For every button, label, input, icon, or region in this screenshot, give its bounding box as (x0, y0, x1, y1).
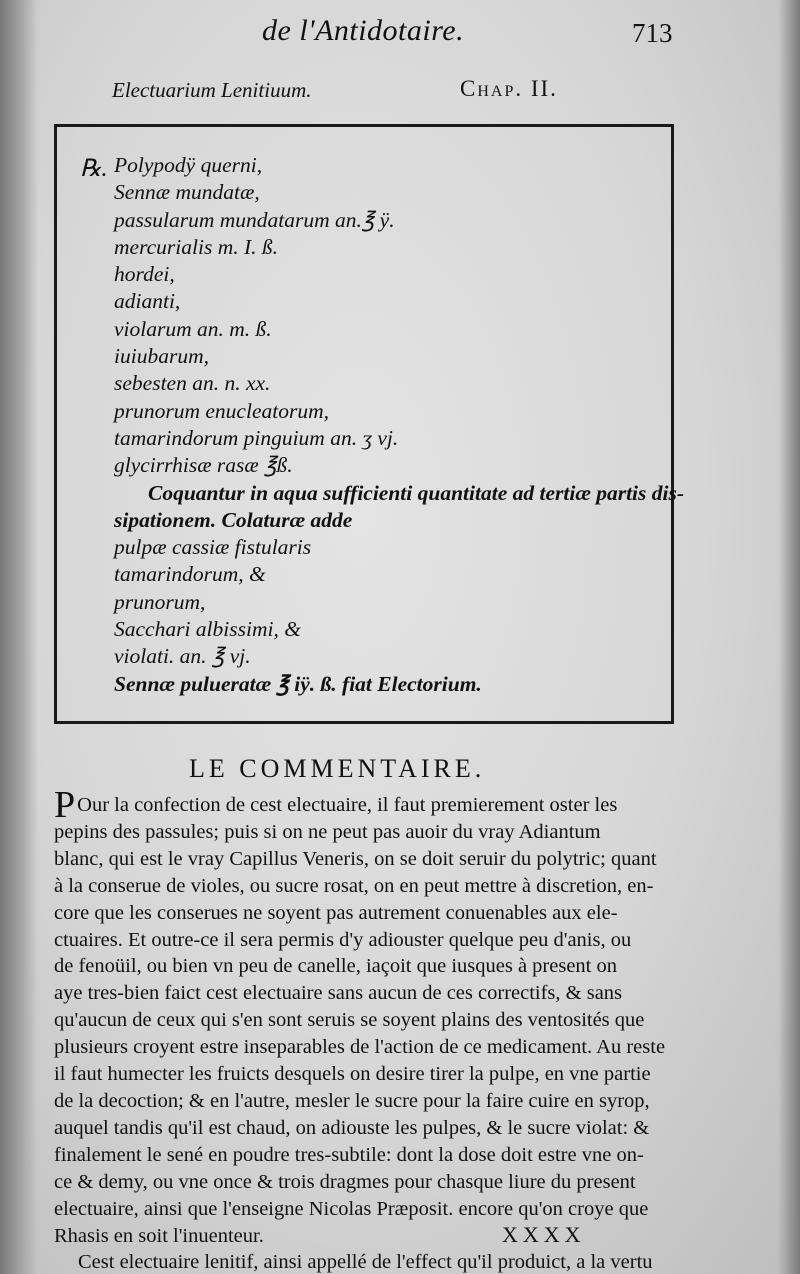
recipe-line: violati. an. ℥ vj. (114, 644, 251, 669)
commentary-line: il faut humecter les fruicts desquels on desire tirer la pulpe, en vne partie (54, 1063, 651, 1086)
commentary-line: à la conserue de violes, ou sucre rosat, on en peut mettre à discretion, en- (54, 874, 654, 897)
commentary-line: blanc, qui est le vray Capillus Veneris, on se doit seruir du polytric; quant (54, 847, 657, 870)
commentary-line: pepins des passules; puis si on ne peut pas auoir du vray Adiantum (54, 820, 601, 843)
commentary-line: core que les conserues ne soyent pas autrement conuenables aux ele- (54, 901, 618, 924)
commentary-line: electuaire, ainsi que l'enseigne Nicolas Præposit. encore qu'on croye que (54, 1197, 649, 1220)
recipe-line: Sacchari albissimi, & (114, 617, 301, 642)
page-gutter-shadow (0, 0, 38, 1274)
recipe-line: adianti, (114, 289, 181, 314)
signature-mark: XXXX (502, 1222, 586, 1247)
commentary-line: plusieurs croyent estre inseparables de l'action de ce medicament. Au reste (54, 1036, 666, 1059)
recipe-line: Sennæ mundatæ, (114, 180, 260, 205)
recipe-title: Electuarium Lenitiuum. (112, 78, 312, 102)
commentary-line: POur la confection de cest electuaire, il faut premierement oster les (54, 784, 618, 826)
commentary-line: aye tres-bien faict cest electuaire sans aucun de ces correctifs, & sans (54, 982, 623, 1005)
commentary-line: qu'aucun de ceux qui s'en sont seruis se soyent plains des ventosités que (54, 1009, 645, 1032)
rx-symbol: ℞. (80, 156, 108, 182)
recipe-line: passularum mundatarum an.℥ ÿ. (114, 207, 395, 232)
recipe-instruction-line: sipationem. Colaturæ adde (114, 507, 353, 532)
commentary-text (54, 784, 686, 1274)
recipe-instruction-line: Coquantur in aqua sufficienti quantitate ad tertiæ partis dis- (148, 480, 685, 505)
chapter-label: Chap. II. (460, 76, 558, 101)
recipe-line: tamarindorum, & (114, 562, 266, 587)
recipe-line: pulpæ cassiæ fistularis (114, 535, 312, 560)
recipe-line: Sennæ pulueratæ ℥ iÿ. ß. fiat Electorium. (114, 671, 482, 696)
page-number: 713 (632, 18, 673, 48)
commentary-line: Cest electuaire lenitif, ainsi appellé de l'effect qu'il produict, a la vertu (78, 1251, 653, 1274)
commentary-line: finalement le sené en poudre tres-subtile: dont la dose doit estre vne on- (54, 1143, 644, 1166)
recipe-ingredient-list (114, 152, 684, 698)
commentary-line: auquel tandis qu'il est chaud, on adiouste les pulpes, & le sucre violat: & (54, 1116, 650, 1139)
recipe-line: tamarindorum pinguium an. ʒ vj. (114, 425, 399, 450)
commentary-line: ce & demy, ou vne once & trois dragmes pour chasque liure du present (54, 1170, 636, 1193)
page-edge-shadow (778, 0, 800, 1274)
commentary-line: ctuaires. Et outre-ce il sera permis d'y adiouster quelque peu d'anis, ou (54, 928, 632, 951)
commentary-line: de fenoüil, ou bien vn peu de canelle, iaçoit que iusques à present on (54, 955, 617, 978)
commentary-line: de la decoction; & en l'autre, mesler le sucre pour la faire cuire en syrop, (54, 1089, 650, 1112)
running-head: de l'Antidotaire. (262, 14, 465, 47)
recipe-line: Polypodÿ querni, (114, 153, 263, 177)
recipe-line: prunorum, (114, 589, 206, 614)
recipe-line: violarum an. m. ß. (114, 316, 272, 341)
recipe-line: mercurialis m. I. ß. (114, 234, 279, 259)
recipe-line: glycirrhisæ rasæ ℥ß. (114, 453, 293, 478)
recipe-line: hordei, (114, 262, 175, 287)
recipe-line: iuiubarum, (114, 344, 209, 369)
commentary-heading: LE COMMENTAIRE. (189, 754, 486, 783)
recipe-line: prunorum enucleatorum, (114, 398, 329, 423)
recipe-line: sebesten an. n. xx. (114, 371, 271, 396)
commentary-line: Rhasis en soit l'inuenteur. (54, 1224, 264, 1247)
